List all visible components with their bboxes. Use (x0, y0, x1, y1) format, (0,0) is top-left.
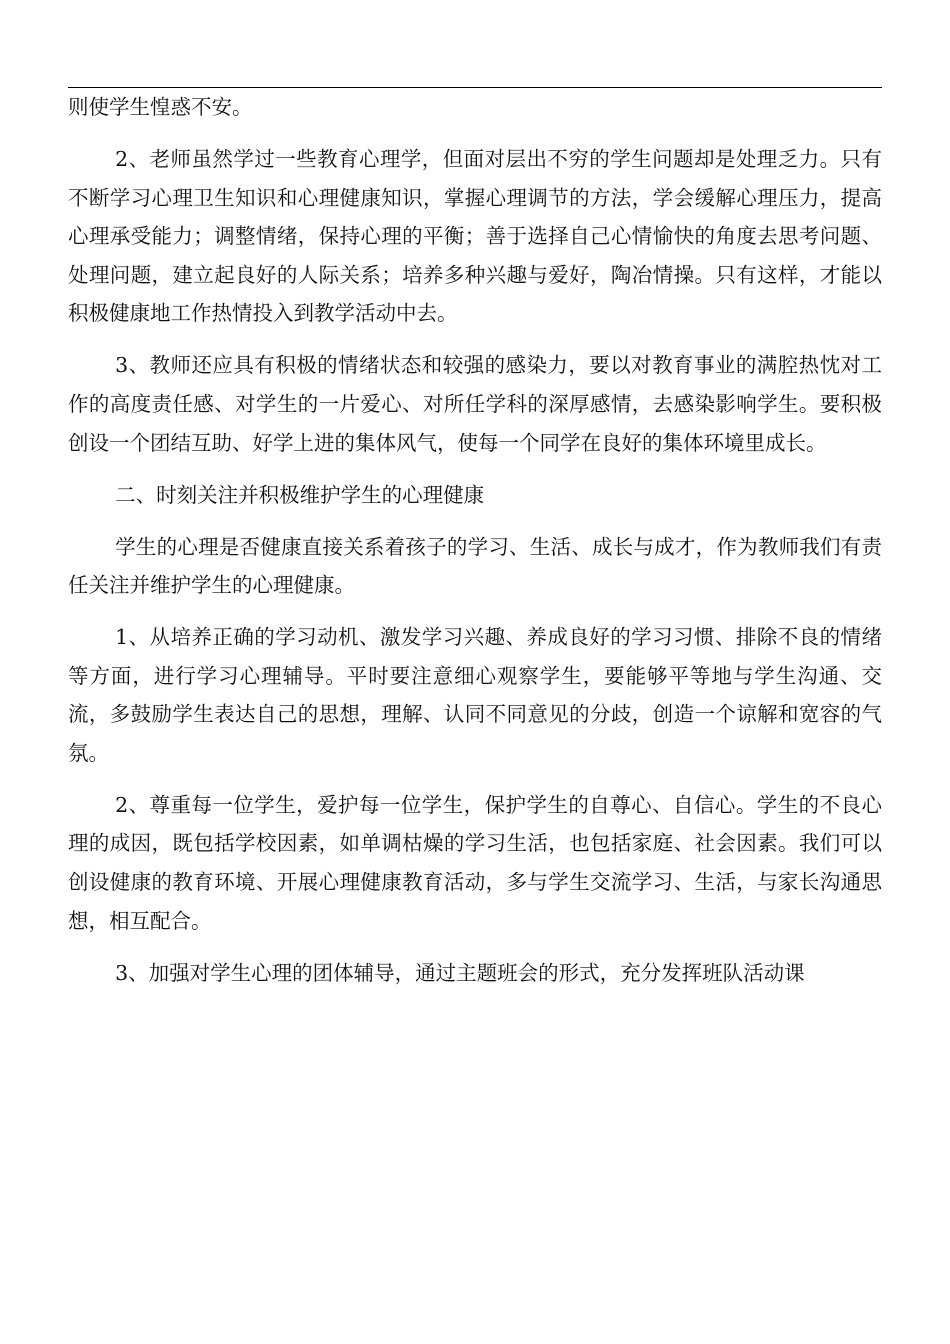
section-heading: 二、时刻关注并积极维护学生的心理健康 (115, 482, 485, 507)
paragraph-item-2: 2、老师虽然学过一些教育心理学，但面对层出不穷的学生问题却是处理乏力。只有不断学习心理卫生知识和心理健康知识，掌握心理调节的方法，学会缓解心理压力，提高心理承受能力；调整情绪，保持心理的平衡；善于选择自己心情愉快的角度去思考问题、处理问题，建立起良好的人际关系；培养多种兴趣与爱好，陶冶情操。只有这样，才能以积极健康地工作热情投入到教学活动中去。 (68, 146, 882, 326)
paragraph-section-item-3: 3、加强对学生心理的团体辅导，通过主题班会的形式，充分发挥班队活动课 (115, 960, 805, 985)
paragraph-section-intro: 学生的心理是否健康直接关系着孩子的学习、生活、成长与成才，作为教师我们有责任关注并维护学生的心理健康。 (68, 534, 882, 598)
paragraph-section-item-1: 1、从培养正确的学习动机、激发学习兴趣、养成良好的学习习惯、排除不良的情绪等方面，进行学习心理辅导。平时要注意细心观察学生，要能够平等地与学生沟通、交流，多鼓励学生表达自己的思想，理解、认同不同意见的分歧，创造一个谅解和宽容的气氛。 (68, 625, 882, 765)
document-body (68, 88, 882, 1006)
paragraph-continuation: 则使学生惶惑不安。 (68, 95, 253, 119)
paragraph-item-3: 3、教师还应具有积极的情绪状态和较强的感染力，要以对教育事业的满腔热忱对工作的高度责任感、对学生的一片爱心、对所任学科的深厚感情，去感染影响学生。要积极创设一个团结互助、好学上进的集体风气，使每一个同学在良好的集体环境里成长。 (68, 353, 882, 455)
paragraph-section-item-2: 2、尊重每一位学生，爱护每一位学生，保护学生的自尊心、自信心。学生的不良心理的成因，既包括学校因素，如单调枯燥的学习生活，也包括家庭、社会因素。我们可以创设健康的教育环境、开展心理健康教育活动，多与学生交流学习、生活，与家长沟通思想，相互配合。 (68, 792, 882, 933)
